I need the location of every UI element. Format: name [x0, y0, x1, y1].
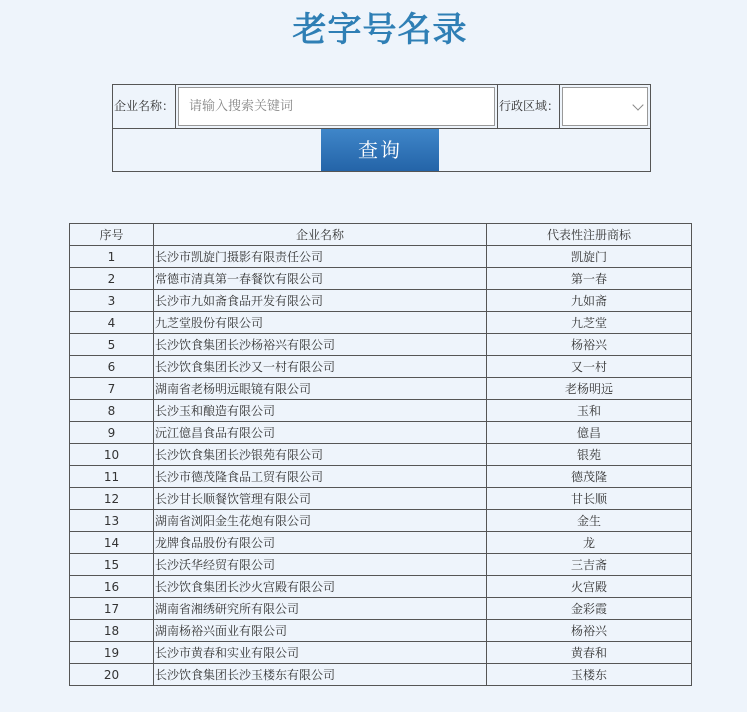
search-form: [112, 84, 651, 172]
row-number: 7: [70, 378, 154, 400]
region-select-wrap: [560, 85, 650, 128]
company-name-cell: 长沙沃华经贸有限公司: [154, 554, 487, 576]
row-number: 18: [70, 620, 154, 642]
table-row: [70, 444, 692, 466]
table-row: [70, 246, 692, 268]
company-name-cell: 长沙市九如斋食品开发有限公司: [154, 290, 487, 312]
trademark-cell: 金彩霞: [487, 598, 692, 620]
trademark-cell: 火宫殿: [487, 576, 692, 598]
company-name-cell: 长沙饮食集团长沙又一村有限公司: [154, 356, 487, 378]
trademark-cell: 玉和: [487, 400, 692, 422]
header-company-name: 企业名称: [154, 224, 487, 246]
trademark-cell: 九芝堂: [487, 312, 692, 334]
row-number: 11: [70, 466, 154, 488]
query-button[interactable]: 查询: [321, 129, 439, 171]
table-row: [70, 510, 692, 532]
trademark-cell: 金生: [487, 510, 692, 532]
company-name-cell: 九芝堂股份有限公司: [154, 312, 487, 334]
table-row: [70, 356, 692, 378]
company-name-cell: 沅江億昌食品有限公司: [154, 422, 487, 444]
table-row: [70, 466, 692, 488]
row-number: 12: [70, 488, 154, 510]
company-name-cell: 长沙玉和酿造有限公司: [154, 400, 487, 422]
row-number: 1: [70, 246, 154, 268]
header-trademark: 代表性注册商标: [487, 224, 692, 246]
row-number: 9: [70, 422, 154, 444]
company-name-cell: 长沙市黄春和实业有限公司: [154, 642, 487, 664]
row-number: 20: [70, 664, 154, 686]
company-name-cell: 湖南省湘绣研究所有限公司: [154, 598, 487, 620]
company-name-cell: 长沙市凯旋门摄影有限责任公司: [154, 246, 487, 268]
table-row: [70, 598, 692, 620]
row-number: 15: [70, 554, 154, 576]
trademark-cell: 黄春和: [487, 642, 692, 664]
trademark-cell: 银苑: [487, 444, 692, 466]
table-row: [70, 576, 692, 598]
header-no: 序号: [70, 224, 154, 246]
table-row: [70, 334, 692, 356]
trademark-cell: 三吉斋: [487, 554, 692, 576]
row-number: 16: [70, 576, 154, 598]
row-number: 6: [70, 356, 154, 378]
table-row: [70, 378, 692, 400]
table-row: [70, 642, 692, 664]
table-row: [70, 488, 692, 510]
company-name-cell: 长沙饮食集团长沙火宫殿有限公司: [154, 576, 487, 598]
table-row: [70, 664, 692, 686]
trademark-cell: 杨裕兴: [487, 620, 692, 642]
trademark-cell: 第一春: [487, 268, 692, 290]
company-name-label: 企业名称：: [113, 85, 176, 128]
row-number: 8: [70, 400, 154, 422]
table-row: [70, 268, 692, 290]
company-name-cell: 长沙市德茂隆食品工贸有限公司: [154, 466, 487, 488]
table-row: [70, 312, 692, 334]
row-number: 17: [70, 598, 154, 620]
company-name-cell: 长沙甘长顺餐饮管理有限公司: [154, 488, 487, 510]
company-name-cell: 长沙饮食集团长沙银苑有限公司: [154, 444, 487, 466]
company-name-cell: 常德市清真第一春餐饮有限公司: [154, 268, 487, 290]
trademark-cell: 又一村: [487, 356, 692, 378]
trademark-cell: 玉楼东: [487, 664, 692, 686]
table-row: [70, 532, 692, 554]
row-number: 10: [70, 444, 154, 466]
region-label: 行政区域：: [498, 85, 560, 128]
table-row: [70, 400, 692, 422]
trademark-cell: 德茂隆: [487, 466, 692, 488]
company-name-cell: 湖南省老杨明远眼镜有限公司: [154, 378, 487, 400]
company-name-cell: 湖南省浏阳金生花炮有限公司: [154, 510, 487, 532]
company-name-cell: 长沙饮食集团长沙杨裕兴有限公司: [154, 334, 487, 356]
row-number: 4: [70, 312, 154, 334]
trademark-cell: 老杨明远: [487, 378, 692, 400]
row-number: 2: [70, 268, 154, 290]
table-header-row: [70, 224, 692, 246]
trademark-cell: 龙: [487, 532, 692, 554]
company-name-input[interactable]: [178, 87, 495, 126]
trademark-cell: 杨裕兴: [487, 334, 692, 356]
company-name-cell: 长沙饮食集团长沙玉楼东有限公司: [154, 664, 487, 686]
company-name-input-wrap: [176, 85, 498, 128]
row-number: 13: [70, 510, 154, 532]
trademark-cell: 甘长顺: [487, 488, 692, 510]
table-row: [70, 620, 692, 642]
brand-list-table: [69, 223, 692, 686]
table-row: [70, 422, 692, 444]
chevron-down-icon: [632, 99, 643, 110]
row-number: 5: [70, 334, 154, 356]
table-row: [70, 290, 692, 312]
trademark-cell: 九如斋: [487, 290, 692, 312]
table-row: [70, 554, 692, 576]
company-name-cell: 湖南杨裕兴面业有限公司: [154, 620, 487, 642]
page-title: 老字号名录: [292, 10, 468, 50]
row-number: 14: [70, 532, 154, 554]
trademark-cell: 億昌: [487, 422, 692, 444]
row-number: 3: [70, 290, 154, 312]
company-name-cell: 龙牌食品股份有限公司: [154, 532, 487, 554]
row-number: 19: [70, 642, 154, 664]
search-row: [113, 85, 650, 129]
trademark-cell: 凯旋门: [487, 246, 692, 268]
region-select[interactable]: [562, 87, 648, 126]
